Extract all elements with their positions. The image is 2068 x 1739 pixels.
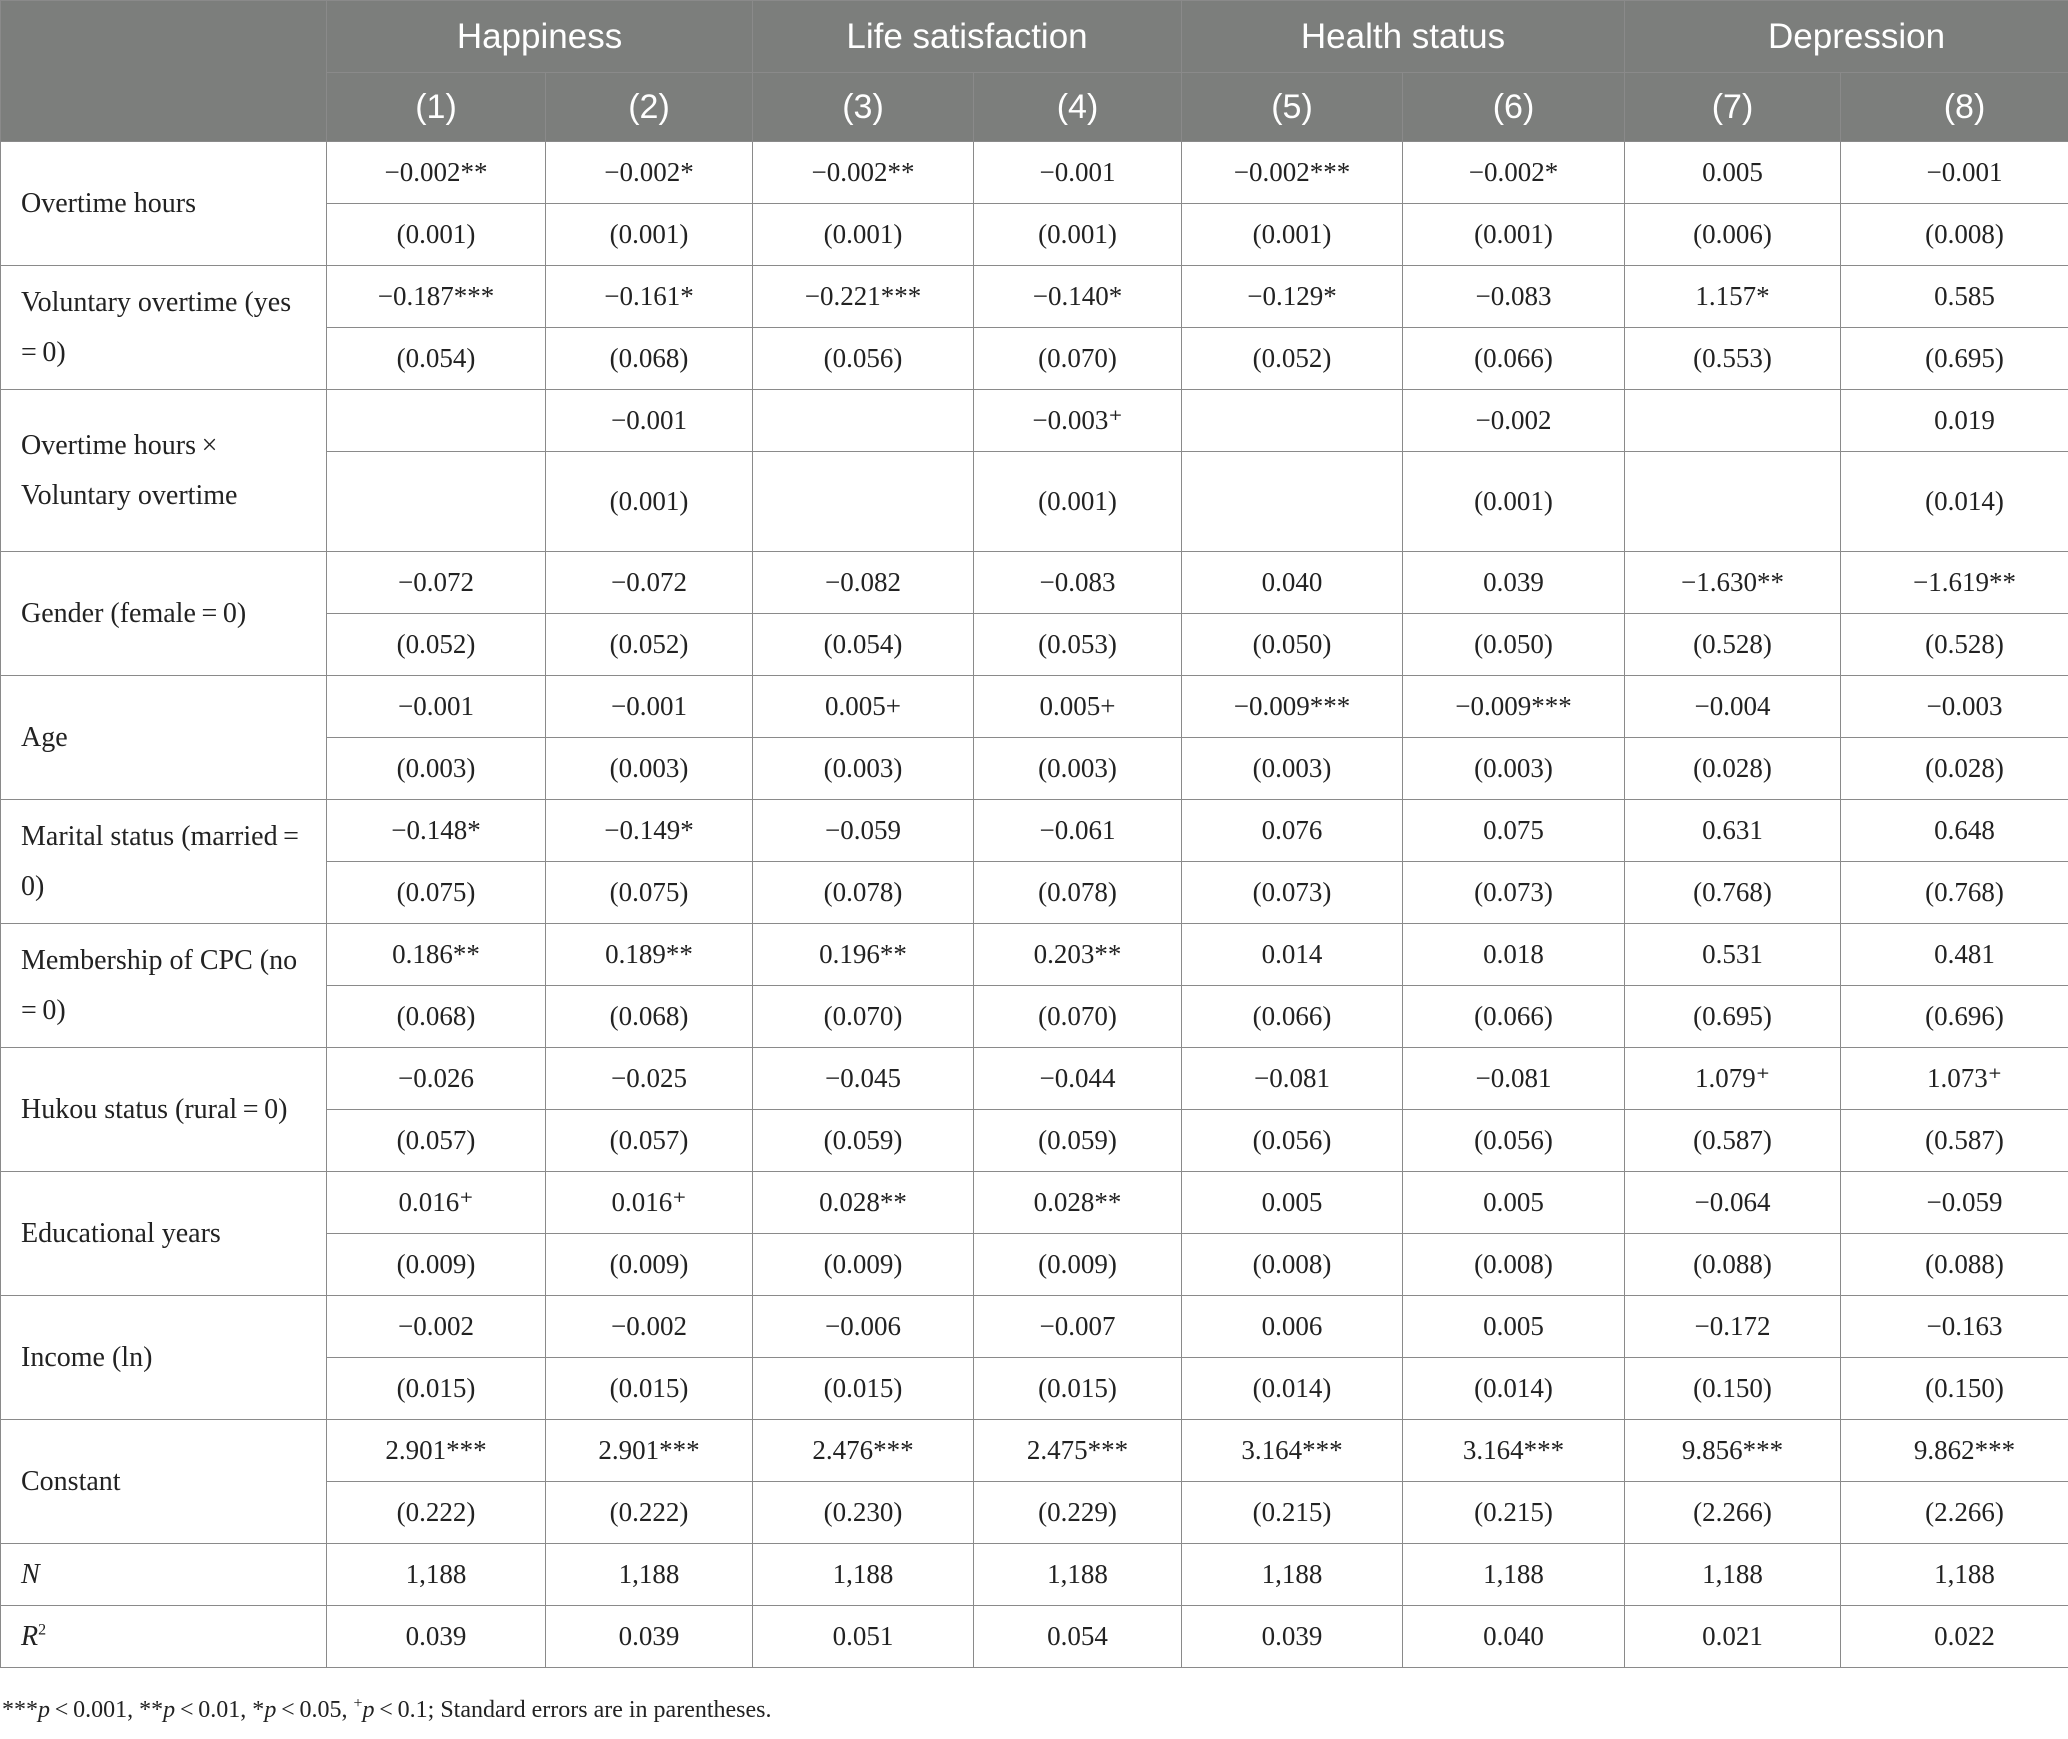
coefficient-cell: −0.001 [327,676,546,738]
std-error-cell: (0.015) [753,1358,974,1420]
row-label-marital-status-married-0: Marital status (married = 0) [1,800,327,924]
n-cell: 1,188 [1841,1544,2068,1606]
std-error-cell: (0.075) [327,862,546,924]
std-error-cell: (0.008) [1182,1234,1403,1296]
table-row [1,1544,2068,1606]
std-error-cell: (0.003) [546,738,753,800]
r-squared-cell: 0.039 [327,1606,546,1668]
row-label-voluntary-overtime-yes-0: Voluntary overtime (yes = 0) [1,266,327,390]
std-error-cell: (0.230) [753,1482,974,1544]
n-cell: 1,188 [327,1544,546,1606]
std-error-cell: (0.054) [327,328,546,390]
r-squared-cell: 0.051 [753,1606,974,1668]
coefficient-cell: −0.009*** [1403,676,1625,738]
std-error-cell: (0.009) [546,1234,753,1296]
coefficient-cell: −0.149* [546,800,753,862]
std-error-cell: (0.056) [1182,1110,1403,1172]
std-error-cell: (0.070) [974,328,1182,390]
std-error-cell: (0.528) [1625,614,1841,676]
coefficient-cell: −0.002 [1403,390,1625,452]
coefficient-cell: 1.079⁺ [1625,1048,1841,1110]
coefficient-cell: −0.140* [974,266,1182,328]
std-error-cell: (0.014) [1182,1358,1403,1420]
coefficient-cell: −0.002** [327,142,546,204]
coefficient-cell: −0.003⁺ [974,390,1182,452]
coefficient-cell: 0.005+ [753,676,974,738]
std-error-cell: (0.553) [1625,328,1841,390]
coefficient-cell: −0.025 [546,1048,753,1110]
coefficient-cell: −0.172 [1625,1296,1841,1358]
coefficient-cell: −0.221*** [753,266,974,328]
std-error-cell: (0.078) [753,862,974,924]
std-error-cell [753,452,974,552]
coefficient-cell: −0.007 [974,1296,1182,1358]
coefficient-cell: 0.006 [1182,1296,1403,1358]
table-row [1,266,2068,328]
std-error-cell: (0.003) [1403,738,1625,800]
model-header: (3) [753,73,974,142]
coefficient-cell: −1.619** [1841,552,2068,614]
table-body [1,142,2068,1668]
std-error-cell: (0.075) [546,862,753,924]
table-row [1,552,2068,614]
header-corner [1,1,327,142]
table-row [1,1172,2068,1234]
r-squared-exponent: 2 [38,1621,47,1639]
std-error-cell: (0.695) [1625,986,1841,1048]
model-header: (8) [1841,73,2068,142]
coefficient-cell: 0.585 [1841,266,2068,328]
coefficient-cell: −0.161* [546,266,753,328]
n-cell: 1,188 [974,1544,1182,1606]
coefficient-cell: −0.001 [1841,142,2068,204]
std-error-cell: (0.066) [1182,986,1403,1048]
group-header-health-status: Health status [1182,1,1625,73]
group-header-depression: Depression [1625,1,2068,73]
table-row [1,924,2068,986]
std-error-cell: (0.006) [1625,204,1841,266]
coefficient-cell: −0.002* [546,142,753,204]
std-error-cell: (0.066) [1403,986,1625,1048]
coefficient-cell: −0.002* [1403,142,1625,204]
coefficient-cell: −0.001 [546,676,753,738]
coefficient-cell: 0.075 [1403,800,1625,862]
row-label-income-ln: Income (ln) [1,1296,327,1420]
coefficient-cell: −0.081 [1182,1048,1403,1110]
r-squared-cell: 0.039 [1182,1606,1403,1668]
std-error-cell: (0.696) [1841,986,2068,1048]
std-error-cell: (0.001) [1182,204,1403,266]
std-error-cell: (2.266) [1841,1482,2068,1544]
std-error-cell: (0.052) [546,614,753,676]
coefficient-cell: −0.026 [327,1048,546,1110]
std-error-cell: (0.014) [1841,452,2068,552]
coefficient-cell: −0.059 [753,800,974,862]
std-error-cell [327,452,546,552]
std-error-cell: (0.050) [1403,614,1625,676]
header-group-row [1,1,2068,73]
coefficient-cell: 2.475*** [974,1420,1182,1482]
std-error-cell: (0.050) [1182,614,1403,676]
row-label-hukou-status-rural-0: Hukou status (rural = 0) [1,1048,327,1172]
table-footnote: ***p < 0.001, **p < 0.01, *p < 0.05, +p < 0.1; Standard errors are in parentheses. [2,1695,772,1723]
std-error-cell: (0.150) [1841,1358,2068,1420]
coefficient-cell: 0.028** [753,1172,974,1234]
table-row [1,390,2068,452]
coefficient-cell: 0.005+ [974,676,1182,738]
std-error-cell: (0.008) [1403,1234,1625,1296]
n-cell: 1,188 [1403,1544,1625,1606]
coefficient-cell: −0.002** [753,142,974,204]
std-error-cell: (0.695) [1841,328,2068,390]
std-error-cell: (0.001) [546,204,753,266]
coefficient-cell: 0.189** [546,924,753,986]
std-error-cell: (0.222) [327,1482,546,1544]
std-error-cell: (0.059) [974,1110,1182,1172]
row-label-age: Age [1,676,327,800]
std-error-cell: (0.015) [974,1358,1182,1420]
std-error-cell: (0.056) [1403,1110,1625,1172]
r-squared-cell: 0.039 [546,1606,753,1668]
std-error-cell: (0.009) [753,1234,974,1296]
std-error-cell: (0.052) [327,614,546,676]
std-error-cell: (0.215) [1182,1482,1403,1544]
coefficient-cell: 2.901*** [546,1420,753,1482]
coefficient-cell: 0.196** [753,924,974,986]
std-error-cell: (0.222) [546,1482,753,1544]
std-error-cell: (0.001) [327,204,546,266]
row-label-overtime-hours: Overtime hours [1,142,327,266]
n-cell: 1,188 [546,1544,753,1606]
model-header: (1) [327,73,546,142]
coefficient-cell: 3.164*** [1182,1420,1403,1482]
std-error-cell: (0.088) [1841,1234,2068,1296]
row-label-membership-of-cpc-no-0: Membership of CPC (no = 0) [1,924,327,1048]
std-error-cell: (0.215) [1403,1482,1625,1544]
coefficient-cell: −0.061 [974,800,1182,862]
coefficient-cell: 0.018 [1403,924,1625,986]
row-label-educational-years: Educational years [1,1172,327,1296]
coefficient-cell: 0.531 [1625,924,1841,986]
coefficient-cell: 0.028** [974,1172,1182,1234]
std-error-cell: (0.015) [546,1358,753,1420]
table-row [1,1296,2068,1358]
coefficient-cell: −0.009*** [1182,676,1403,738]
coefficient-cell: 0.005 [1403,1296,1625,1358]
coefficient-cell: 0.203** [974,924,1182,986]
std-error-cell: (0.587) [1625,1110,1841,1172]
std-error-cell: (0.009) [974,1234,1182,1296]
table-row [1,1606,2068,1668]
group-header-life-satisfaction: Life satisfaction [753,1,1182,73]
coefficient-cell: 0.005 [1182,1172,1403,1234]
model-header: (4) [974,73,1182,142]
std-error-cell: (0.150) [1625,1358,1841,1420]
std-error-cell: (0.028) [1625,738,1841,800]
std-error-cell: (0.587) [1841,1110,2068,1172]
coefficient-cell: 0.005 [1403,1172,1625,1234]
std-error-cell: (0.003) [1182,738,1403,800]
coefficient-cell: 0.016⁺ [546,1172,753,1234]
std-error-cell: (0.068) [546,328,753,390]
std-error-cell: (0.070) [974,986,1182,1048]
n-cell: 1,188 [753,1544,974,1606]
coefficient-cell: −0.163 [1841,1296,2068,1358]
coefficient-cell: −0.083 [974,552,1182,614]
coefficient-cell: −0.002 [546,1296,753,1358]
std-error-cell: (0.056) [753,328,974,390]
std-error-cell: (0.003) [327,738,546,800]
std-error-cell: (0.057) [546,1110,753,1172]
table-row [1,800,2068,862]
table-row [1,142,2068,204]
r-squared-cell: 0.021 [1625,1606,1841,1668]
std-error-cell: (0.003) [974,738,1182,800]
coefficient-cell [1625,390,1841,452]
std-error-cell: (0.066) [1403,328,1625,390]
coefficient-cell: −0.002 [327,1296,546,1358]
std-error-cell: (0.001) [753,204,974,266]
coefficient-cell [327,390,546,452]
coefficient-cell: 3.164*** [1403,1420,1625,1482]
std-error-cell: (0.073) [1182,862,1403,924]
coefficient-cell: −0.044 [974,1048,1182,1110]
n-cell: 1,188 [1625,1544,1841,1606]
row-label-n: N [1,1544,327,1606]
coefficient-cell: 0.005 [1625,142,1841,204]
std-error-cell: (0.001) [974,452,1182,552]
coefficient-cell: 1.073⁺ [1841,1048,2068,1110]
n-cell: 1,188 [1182,1544,1403,1606]
std-error-cell: (0.053) [974,614,1182,676]
coefficient-cell: −0.045 [753,1048,974,1110]
r-squared-symbol: R [21,1620,39,1652]
std-error-cell: (0.009) [327,1234,546,1296]
model-header: (2) [546,73,753,142]
std-error-cell [1625,452,1841,552]
table-row [1,1048,2068,1110]
coefficient-cell: −0.082 [753,552,974,614]
std-error-cell: (0.059) [753,1110,974,1172]
coefficient-cell: 0.039 [1403,552,1625,614]
coefficient-cell: 9.862*** [1841,1420,2068,1482]
std-error-cell: (0.028) [1841,738,2068,800]
std-error-cell: (0.229) [974,1482,1182,1544]
coefficient-cell: 0.014 [1182,924,1403,986]
coefficient-cell: 9.856*** [1625,1420,1841,1482]
coefficient-cell: −0.003 [1841,676,2068,738]
coefficient-cell: 0.186** [327,924,546,986]
group-header-happiness: Happiness [327,1,753,73]
row-label-r-squared [1,1606,327,1668]
coefficient-cell: −0.081 [1403,1048,1625,1110]
coefficient-cell: −1.630** [1625,552,1841,614]
std-error-cell: (0.001) [1403,204,1625,266]
std-error-cell: (0.768) [1841,862,2068,924]
std-error-cell: (0.088) [1625,1234,1841,1296]
std-error-cell: (0.003) [753,738,974,800]
std-error-cell: (0.015) [327,1358,546,1420]
std-error-cell: (0.073) [1403,862,1625,924]
std-error-cell: (0.070) [753,986,974,1048]
coefficient-cell: −0.083 [1403,266,1625,328]
coefficient-cell: −0.004 [1625,676,1841,738]
coefficient-cell [1182,390,1403,452]
std-error-cell: (0.078) [974,862,1182,924]
coefficient-cell [753,390,974,452]
coefficient-cell: 0.631 [1625,800,1841,862]
coefficient-cell: −0.006 [753,1296,974,1358]
r-squared-cell: 0.040 [1403,1606,1625,1668]
std-error-cell: (0.001) [546,452,753,552]
coefficient-cell: −0.187*** [327,266,546,328]
coefficient-cell: −0.064 [1625,1172,1841,1234]
r-squared-cell: 0.054 [974,1606,1182,1668]
coefficient-cell: 0.076 [1182,800,1403,862]
model-header: (7) [1625,73,1841,142]
std-error-cell: (0.528) [1841,614,2068,676]
row-label-overtime-hours-voluntary-overtime: Overtime hours × Voluntary overtime [1,390,327,552]
std-error-cell: (0.014) [1403,1358,1625,1420]
std-error-cell: (0.768) [1625,862,1841,924]
std-error-cell: (0.068) [546,986,753,1048]
table-row [1,1420,2068,1482]
coefficient-cell: 2.901*** [327,1420,546,1482]
std-error-cell: (0.008) [1841,204,2068,266]
coefficient-cell: −0.072 [327,552,546,614]
std-error-cell: (0.001) [1403,452,1625,552]
coefficient-cell: 1.157* [1625,266,1841,328]
model-header: (5) [1182,73,1403,142]
coefficient-cell: 0.016⁺ [327,1172,546,1234]
row-label-constant: Constant [1,1420,327,1544]
row-label-gender-female-0: Gender (female = 0) [1,552,327,676]
coefficient-cell: 0.019 [1841,390,2068,452]
model-header: (6) [1403,73,1625,142]
coefficient-cell: −0.001 [546,390,753,452]
coefficient-cell: 0.648 [1841,800,2068,862]
coefficient-cell: −0.001 [974,142,1182,204]
std-error-cell [1182,452,1403,552]
coefficient-cell: −0.002*** [1182,142,1403,204]
r-squared-cell: 0.022 [1841,1606,2068,1668]
coefficient-cell: −0.072 [546,552,753,614]
coefficient-cell: 0.040 [1182,552,1403,614]
table-row [1,676,2068,738]
coefficient-cell: 2.476*** [753,1420,974,1482]
std-error-cell: (2.266) [1625,1482,1841,1544]
coefficient-cell: −0.129* [1182,266,1403,328]
std-error-cell: (0.001) [974,204,1182,266]
coefficient-cell: −0.148* [327,800,546,862]
std-error-cell: (0.057) [327,1110,546,1172]
coefficient-cell: −0.059 [1841,1172,2068,1234]
std-error-cell: (0.068) [327,986,546,1048]
std-error-cell: (0.052) [1182,328,1403,390]
coefficient-cell: 0.481 [1841,924,2068,986]
std-error-cell: (0.054) [753,614,974,676]
